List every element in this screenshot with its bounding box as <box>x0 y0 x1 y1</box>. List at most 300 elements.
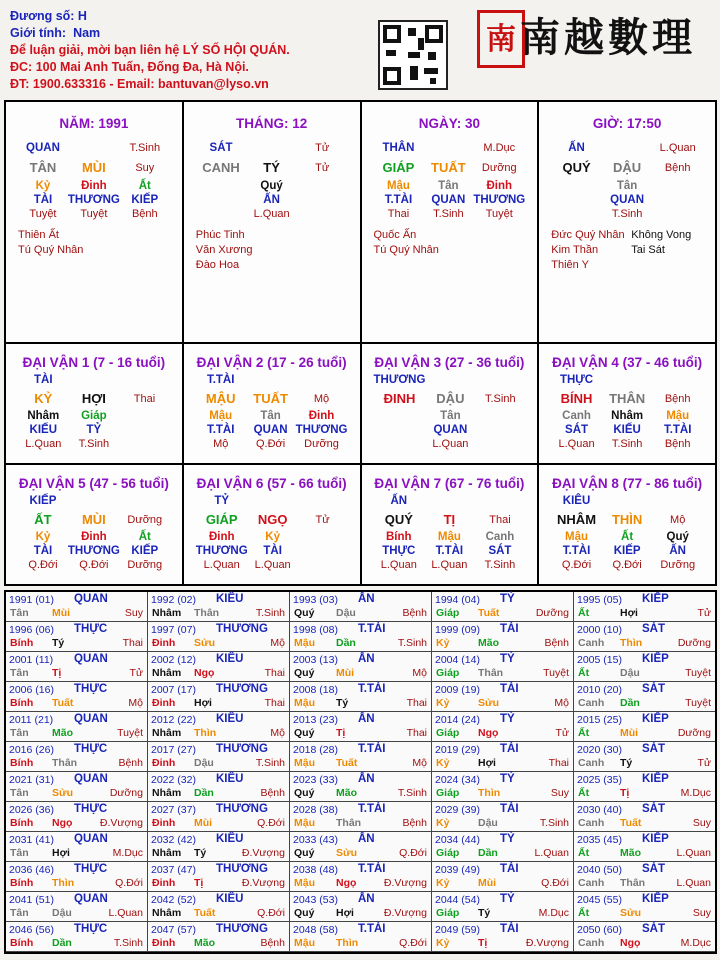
year-stage: Thai <box>406 727 427 739</box>
shensha-star: Đức Quý Nhân <box>551 229 625 241</box>
year-stem: Bính <box>10 937 34 949</box>
year-stem: Tân <box>10 607 29 619</box>
hidden-stage: Q.Đới <box>561 559 592 571</box>
branch-stage: T.Sinh <box>485 393 516 405</box>
year-branch: Mão <box>336 787 357 799</box>
year-stem: Ất <box>578 607 590 619</box>
hidden-stage: Bệnh <box>664 438 691 450</box>
hidden-god <box>374 423 426 437</box>
year-god: QUAN <box>74 713 108 725</box>
year-god: TỶ <box>500 893 515 905</box>
luck-period-1 <box>6 344 184 463</box>
year-stage: Tử <box>129 667 143 679</box>
year-cell[interactable] <box>574 892 715 922</box>
year-label: 2034 (44) <box>435 834 480 846</box>
year-god: T.TÀI <box>358 743 386 755</box>
hidden-stem: Đinh <box>81 180 107 192</box>
year-cell[interactable] <box>148 592 290 622</box>
year-cell[interactable] <box>290 832 432 862</box>
year-god: SÁT <box>642 743 665 755</box>
year-cell[interactable] <box>574 832 715 862</box>
year-god: THƯƠNG <box>216 683 268 695</box>
year-cell[interactable] <box>574 592 715 622</box>
year-branch: Thân <box>194 607 220 619</box>
luck-title: ĐẠI VẬN 3 (27 - 36 tuổi) <box>374 355 525 370</box>
hidden-god: THƯƠNG <box>67 545 120 557</box>
year-stage: Đ.Vượng <box>383 907 427 919</box>
year-label: 2004 (14) <box>435 654 480 666</box>
year-row <box>6 592 715 622</box>
year-branch: Ngọ <box>194 667 215 679</box>
stem-god: QUAN <box>26 142 60 154</box>
year-stage: Bệnh <box>260 937 285 949</box>
year-stem: Quý <box>294 847 315 859</box>
year-god: TỶ <box>500 833 515 845</box>
year-stage: Đ.Vượng <box>241 877 285 889</box>
year-label: 2037 (47) <box>151 864 196 876</box>
year-god: THỰC <box>74 863 108 875</box>
hidden-stage: L.Quan <box>203 559 240 571</box>
hidden-stem: Nhâm <box>611 410 644 422</box>
year-stage: L.Quan <box>108 907 143 919</box>
year-cell[interactable] <box>432 622 574 652</box>
year-stage: Thai <box>548 757 569 769</box>
year-god: QUAN <box>74 653 108 665</box>
year-branch: Hợi <box>194 697 212 709</box>
year-stem: Kỷ <box>436 937 450 949</box>
year-cell[interactable] <box>6 682 148 712</box>
earthly-branch: HỢI <box>81 391 106 406</box>
hidden-stem <box>551 179 602 193</box>
year-cell[interactable] <box>432 862 574 892</box>
year-god: KIÊU <box>216 893 244 905</box>
year-branch: Dậu <box>478 817 498 829</box>
year-stage: Dưỡng <box>535 607 569 619</box>
hidden-stem: Nhâm <box>27 410 60 422</box>
spacer <box>69 373 120 387</box>
year-row <box>6 832 715 862</box>
hidden-god: KIẾU <box>29 424 58 436</box>
hidden-stem: Quý <box>260 180 283 192</box>
year-stem: Quý <box>294 667 315 679</box>
stem-god: THÂN <box>382 142 415 154</box>
shensha-list <box>18 228 83 258</box>
hidden-god: TÀI <box>33 545 53 557</box>
year-branch: Sửu <box>52 787 74 799</box>
hidden-god: TÀI <box>33 194 53 206</box>
shensha-list <box>551 228 624 273</box>
year-stem: Nhâm <box>152 727 182 739</box>
hidden-stage: L.Quan <box>432 438 469 450</box>
year-label: 2016 (26) <box>9 744 54 756</box>
hidden-stage <box>196 207 247 221</box>
year-cell[interactable] <box>432 592 574 622</box>
year-stage: Mộ <box>412 667 427 679</box>
year-cell[interactable] <box>148 742 290 772</box>
luck-title: ĐẠI VẬN 5 (47 - 56 tuổi) <box>18 476 169 491</box>
year-cell[interactable] <box>290 682 432 712</box>
year-god: TỶ <box>500 713 515 725</box>
year-god: T.TÀI <box>358 923 386 935</box>
year-cell[interactable] <box>290 922 432 952</box>
hidden-stage: T.Sinh <box>484 559 516 571</box>
year-cell[interactable] <box>148 862 290 892</box>
year-label: 2006 (16) <box>9 684 54 696</box>
year-cell[interactable] <box>432 682 574 712</box>
stem-stage: L.Quan <box>659 142 696 154</box>
year-cell[interactable] <box>290 742 432 772</box>
shensha-list <box>374 228 439 258</box>
hidden-god <box>551 193 602 207</box>
hidden-stem: Đinh <box>308 410 335 422</box>
shensha-star: Phúc Tinh <box>195 229 245 241</box>
year-cell[interactable] <box>290 712 432 742</box>
year-stem: Canh <box>578 817 605 829</box>
year-god: KIÊU <box>216 833 244 845</box>
year-label: 1992 (02) <box>151 594 196 606</box>
year-row <box>6 772 715 802</box>
year-god: KIẾP <box>642 773 669 785</box>
heavenly-stem: ẤT <box>34 512 52 527</box>
hidden-god: TÀI <box>263 545 282 557</box>
brand-logo: 南越數理 <box>520 14 696 61</box>
year-label: 2030 (40) <box>577 804 622 816</box>
branch-stage: Mộ <box>313 393 330 405</box>
year-branch: Mão <box>194 937 215 949</box>
heavenly-stem: MẬU <box>205 391 236 406</box>
year-stem: Quý <box>294 787 315 799</box>
year-cell[interactable] <box>6 862 148 892</box>
hidden-stem: Canh <box>562 410 591 422</box>
year-cell[interactable] <box>574 772 715 802</box>
year-stage: Tuyệt <box>543 667 569 679</box>
year-branch: Mùi <box>336 667 355 679</box>
hidden-stem <box>374 409 426 423</box>
year-stage: Bệnh <box>544 637 569 649</box>
shensha-star: Thiên Ất <box>18 229 59 241</box>
year-cell[interactable] <box>574 802 715 832</box>
year-cell[interactable] <box>574 622 715 652</box>
year-branch: Tuất <box>336 757 358 769</box>
year-branch: Tuất <box>620 817 642 829</box>
heavenly-stem: GIÁP <box>382 160 415 175</box>
year-cell[interactable] <box>432 922 574 952</box>
spacer <box>246 373 296 387</box>
year-label: 2045 (55) <box>577 894 622 906</box>
year-cell[interactable] <box>574 682 715 712</box>
year-god: SÁT <box>642 863 665 875</box>
branch-stage: Tử <box>315 162 330 174</box>
year-god: KIẾP <box>642 713 669 725</box>
year-god: ẤN <box>358 593 375 605</box>
year-stage: T.Sinh <box>255 607 285 619</box>
year-cell[interactable] <box>148 922 290 952</box>
hidden-stem: Mậu <box>209 410 233 422</box>
year-label: 2009 (19) <box>435 684 480 696</box>
branch-stage: Suy <box>135 162 155 174</box>
year-branch: Ngọ <box>336 877 357 889</box>
chart-grid <box>4 100 717 586</box>
year-god: TÀI <box>500 743 519 755</box>
year-cell[interactable] <box>148 772 290 802</box>
spacer <box>602 141 653 155</box>
year-stem: Nhâm <box>152 607 182 619</box>
year-god: KIÊU <box>216 773 244 785</box>
year-row <box>6 652 715 682</box>
heavenly-stem: NHÂM <box>557 512 597 527</box>
year-stem: Nhâm <box>152 667 182 679</box>
year-cell[interactable] <box>290 772 432 802</box>
year-stage: Dưỡng <box>677 637 711 649</box>
year-cell[interactable] <box>432 892 574 922</box>
year-stage: Tử <box>697 607 711 619</box>
hidden-stem: Kỷ <box>35 180 51 192</box>
year-stem: Đinh <box>152 937 176 949</box>
year-branch: Mùi <box>620 727 639 739</box>
year-cell[interactable] <box>432 712 574 742</box>
spacer <box>424 494 475 508</box>
year-branch: Dần <box>52 937 72 949</box>
luck-period-3 <box>362 344 540 463</box>
heavenly-stem: QUÝ <box>384 512 413 527</box>
hidden-stage: Tuyệt <box>80 208 108 220</box>
year-branch: Thân <box>336 817 362 829</box>
hidden-stage <box>374 437 426 451</box>
year-cell[interactable] <box>6 832 148 862</box>
year-cell[interactable] <box>432 742 574 772</box>
year-label: 2048 (58) <box>293 924 338 936</box>
hidden-stem: Tân <box>260 410 281 422</box>
year-god: ẤN <box>358 833 375 845</box>
year-cell[interactable] <box>148 712 290 742</box>
year-cell[interactable] <box>148 682 290 712</box>
year-cell[interactable] <box>290 802 432 832</box>
year-cell[interactable] <box>148 652 290 682</box>
year-label: 2046 (56) <box>9 924 54 936</box>
year-god: THỰC <box>74 743 108 755</box>
year-stage: Thai <box>264 697 285 709</box>
contact-text: Để luận giải, mời bạn liên hệ LÝ SỐ HỘI QUÁN. <box>10 43 290 57</box>
hidden-stem: Quý <box>666 531 689 543</box>
year-cell[interactable] <box>148 622 290 652</box>
year-stem: Canh <box>578 697 605 709</box>
year-label: 2026 (36) <box>9 804 54 816</box>
hidden-stage <box>475 437 525 451</box>
hidden-stem: Đinh <box>208 531 235 543</box>
year-cell[interactable] <box>432 832 574 862</box>
year-cell[interactable] <box>6 652 148 682</box>
spacer <box>602 494 653 508</box>
year-branch: Tuất <box>194 907 216 919</box>
year-branch: Tị <box>194 877 204 889</box>
year-branch: Dần <box>620 697 640 709</box>
hidden-god <box>652 193 703 207</box>
year-branch: Hợi <box>620 607 638 619</box>
year-cell[interactable] <box>574 742 715 772</box>
year-cell[interactable] <box>6 802 148 832</box>
hidden-stage: L.Quan <box>558 438 595 450</box>
year-stem: Canh <box>578 637 605 649</box>
year-god: QUAN <box>74 593 108 605</box>
hidden-stem: Tân <box>616 180 638 192</box>
year-stage: M.Dục <box>680 787 711 799</box>
year-god: THƯƠNG <box>216 623 268 635</box>
year-branch: Thìn <box>478 787 501 799</box>
year-row <box>6 712 715 742</box>
pillar-3 <box>539 102 715 342</box>
year-stem: Đinh <box>152 757 176 769</box>
hidden-stem: Kỷ <box>35 531 51 543</box>
year-stem: Giáp <box>436 907 460 919</box>
luck-title: ĐẠI VẬN 1 (7 - 16 tuổi) <box>22 355 166 370</box>
hidden-stem: Kỷ <box>265 531 280 543</box>
year-label: 2022 (32) <box>151 774 196 786</box>
year-stem: Kỷ <box>436 697 450 709</box>
spacer <box>652 373 703 387</box>
spacer <box>68 494 120 508</box>
hidden-god <box>196 193 247 207</box>
year-cell[interactable] <box>290 892 432 922</box>
year-cell[interactable] <box>6 772 148 802</box>
year-label: 2012 (22) <box>151 714 196 726</box>
year-cell[interactable] <box>6 742 148 772</box>
year-cell[interactable] <box>574 922 715 952</box>
year-branch: Hợi <box>478 757 496 769</box>
hidden-stage <box>119 437 170 451</box>
year-cell[interactable] <box>290 622 432 652</box>
year-cell[interactable] <box>6 592 148 622</box>
hidden-stage: Q.Đới <box>79 559 109 571</box>
shensha-star: Tú Quý Nhân <box>373 244 439 256</box>
year-cell[interactable] <box>6 892 148 922</box>
stem-god: T.TÀI <box>206 374 235 386</box>
hidden-stage: Q.Đới <box>256 438 286 450</box>
stem-stage: Tử <box>315 142 330 154</box>
stem-god: ẤN <box>568 142 585 154</box>
year-cell[interactable] <box>6 712 148 742</box>
year-label: 2015 (25) <box>577 714 622 726</box>
year-branch: Mão <box>478 637 499 649</box>
year-branch: Thìn <box>620 637 643 649</box>
qr-code[interactable] <box>378 20 448 90</box>
hidden-stage <box>297 207 348 221</box>
year-branch: Tý <box>52 637 65 649</box>
year-label: 2043 (53) <box>293 894 338 906</box>
hidden-god: T.TÀI <box>435 545 464 557</box>
year-branch: Dậu <box>194 757 214 769</box>
year-stem: Tân <box>10 667 29 679</box>
year-god: TÀI <box>500 923 519 935</box>
hidden-god: THƯƠNG <box>195 545 248 557</box>
year-branch: Mùi <box>194 817 213 829</box>
branch-stage: Tử <box>315 514 330 526</box>
year-cell[interactable] <box>148 802 290 832</box>
year-stem: Tân <box>10 847 29 859</box>
hidden-stem <box>652 179 703 193</box>
pillar-title: NGÀY: 30 <box>418 116 480 131</box>
year-stem: Mậu <box>294 877 315 889</box>
year-label: 2000 (10) <box>577 624 622 636</box>
hidden-stage: Mộ <box>213 438 229 450</box>
year-label: 2005 (15) <box>577 654 622 666</box>
year-stem: Giáp <box>436 727 460 739</box>
year-branch: Mão <box>52 727 73 739</box>
year-row <box>6 892 715 922</box>
year-cell[interactable] <box>148 892 290 922</box>
hidden-god: KIẾP <box>131 545 159 557</box>
year-label: 2021 (31) <box>9 774 54 786</box>
year-cell[interactable] <box>6 622 148 652</box>
year-label: 2025 (35) <box>577 774 622 786</box>
spacer <box>120 494 170 508</box>
year-stage: Q.Đới <box>541 877 569 889</box>
year-stage: M.Dục <box>680 937 711 949</box>
year-branch: Tý <box>620 757 633 769</box>
year-god: KIÊU <box>216 713 244 725</box>
year-stage: Tuyệt <box>117 727 143 739</box>
year-god: TÀI <box>500 863 519 875</box>
year-row <box>6 682 715 712</box>
year-branch: Dậu <box>336 607 356 619</box>
year-stage: Thai <box>264 667 285 679</box>
year-label: 2002 (12) <box>151 654 196 666</box>
year-row <box>6 802 715 832</box>
year-branch: Mùi <box>52 607 71 619</box>
year-cell[interactable] <box>290 592 432 622</box>
hidden-stem: Mậu <box>437 531 461 543</box>
year-stage: T.Sinh <box>539 817 569 829</box>
year-cell[interactable] <box>574 652 715 682</box>
year-cell[interactable] <box>148 832 290 862</box>
year-cell[interactable] <box>290 652 432 682</box>
branch-stage: Dưỡng <box>481 162 517 174</box>
year-label: 2028 (38) <box>293 804 338 816</box>
year-god: T.TÀI <box>358 803 386 815</box>
year-stem: Quý <box>294 907 315 919</box>
year-cell[interactable] <box>432 802 574 832</box>
year-label: 2042 (52) <box>151 894 196 906</box>
year-cell[interactable] <box>574 712 715 742</box>
hidden-stem: Giáp <box>81 410 107 422</box>
spacer <box>475 373 525 387</box>
year-god: KIẾP <box>642 833 669 845</box>
hidden-god: SÁT <box>488 545 512 557</box>
year-god: KIÊU <box>216 593 244 605</box>
year-god: THỰC <box>74 803 108 815</box>
branch-stage: Thai <box>489 514 511 526</box>
year-cell[interactable] <box>6 922 148 952</box>
year-stem: Bính <box>10 817 34 829</box>
year-stage: Bệnh <box>260 787 285 799</box>
year-cell[interactable] <box>290 862 432 892</box>
year-label: 2023 (33) <box>293 774 338 786</box>
year-stem: Đinh <box>152 697 176 709</box>
stem-god: SÁT <box>209 142 233 154</box>
year-label: 2032 (42) <box>151 834 196 846</box>
year-stage: Suy <box>692 907 711 919</box>
year-branch: Dần <box>194 787 214 799</box>
year-cell[interactable] <box>432 652 574 682</box>
luck-period-8 <box>539 465 715 584</box>
year-god: QUAN <box>74 773 108 785</box>
branch-stage: Thai <box>133 393 156 405</box>
year-row <box>6 862 715 892</box>
address-text: ĐC: 100 Mai Anh Tuấn, Đống Đa, Hà Nội. <box>10 60 249 74</box>
year-cell[interactable] <box>574 862 715 892</box>
hidden-stage: L.Quan <box>380 559 417 571</box>
year-cell[interactable] <box>432 772 574 802</box>
year-stem: Mậu <box>294 757 315 769</box>
